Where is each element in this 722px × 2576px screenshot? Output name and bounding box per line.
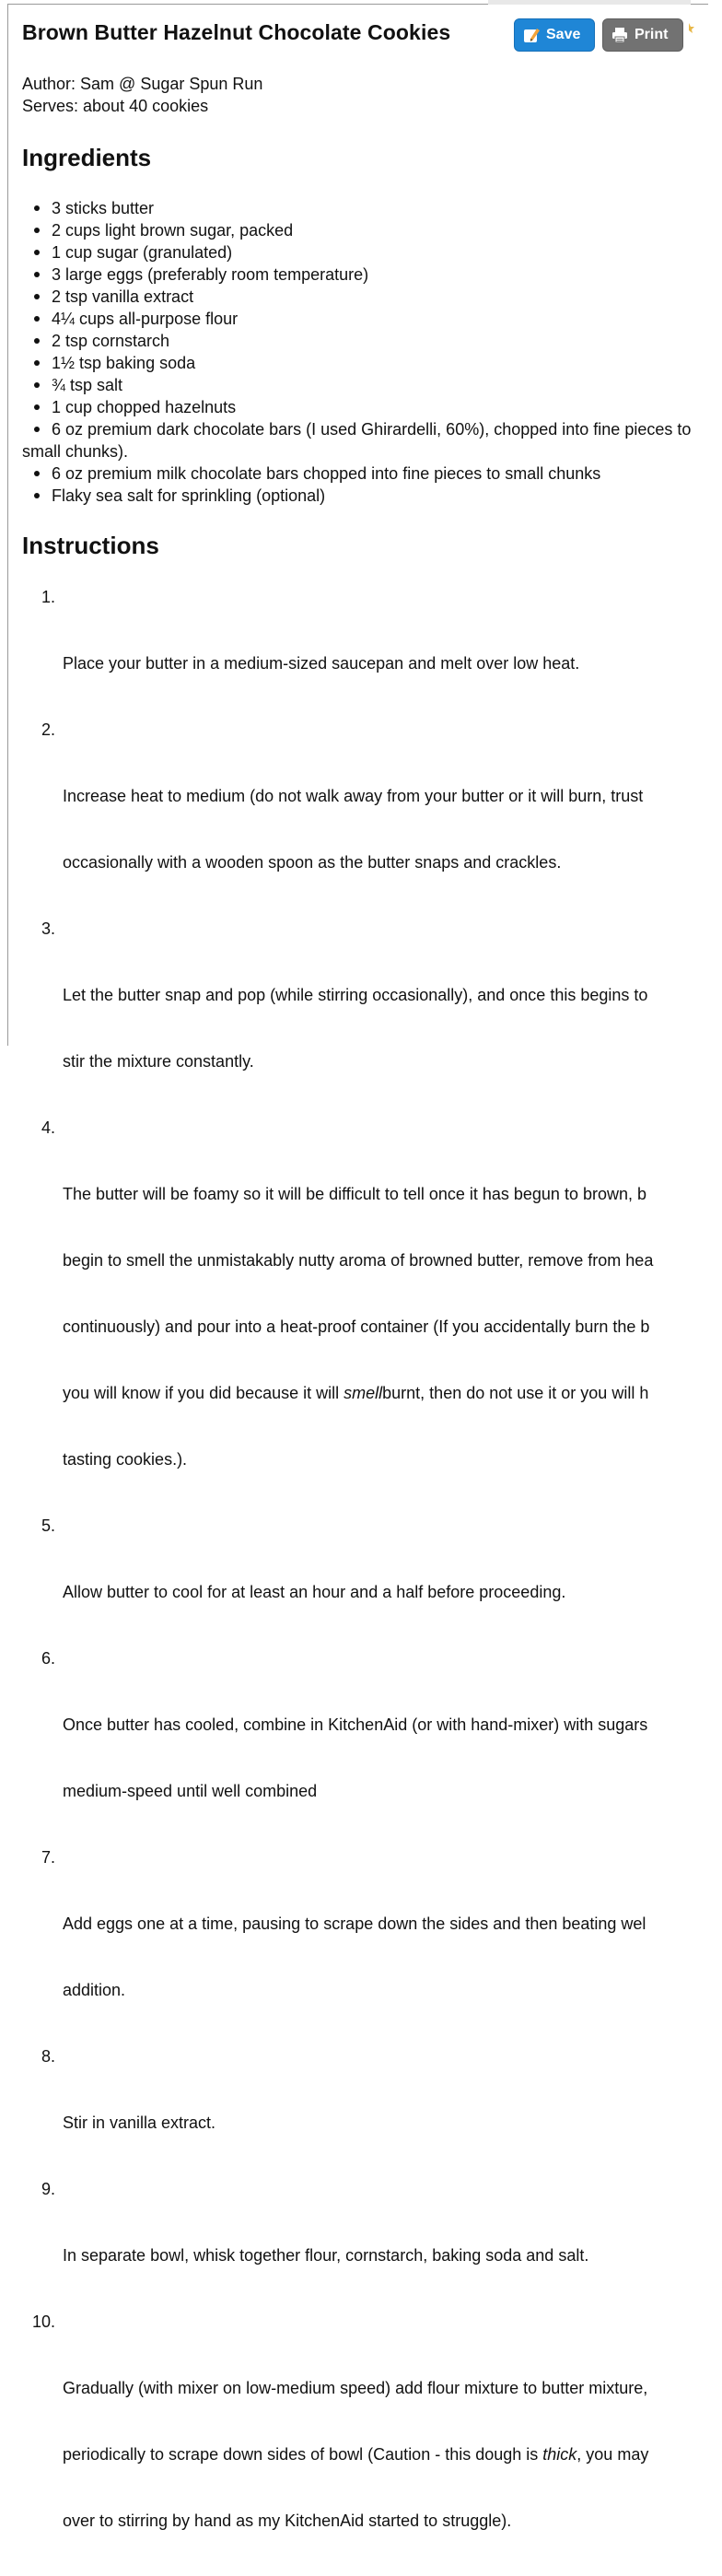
step-line: The butter will be foamy so it will be difficult to tell once it has begun to brown, b xyxy=(63,1185,646,1203)
step-line: Let the butter snap and pop (while stirring occasionally), and once this begins to xyxy=(63,986,648,1004)
author-line: Author: Sam @ Sugar Spun Run xyxy=(22,75,263,93)
ingredient-item: 3 large eggs (preferably room temperature) xyxy=(22,263,694,286)
ingredient-item: 6 oz premium milk chocolate bars chopped into fine pieces to small chunks xyxy=(22,463,694,485)
step-line: Stir in vanilla extract. xyxy=(63,2113,216,2132)
serves-line: Serves: about 40 cookies xyxy=(22,97,209,115)
recipe-meta xyxy=(22,73,262,117)
instruction-step xyxy=(22,719,653,918)
step-number: 2. xyxy=(41,720,55,739)
step-line: medium-speed until well combined xyxy=(63,1782,318,1800)
step-line: begin to smell the unmistakably nutty aroma of browned butter, remove from hea xyxy=(63,1251,654,1270)
instructions-list xyxy=(22,586,653,2576)
save-button-label: Save xyxy=(546,27,581,42)
step-number: 10. xyxy=(31,2313,55,2331)
step-number: 4. xyxy=(41,1118,55,1137)
step-number: 6. xyxy=(41,1649,55,1668)
instruction-step xyxy=(22,1846,653,2045)
print-button[interactable] xyxy=(602,18,683,52)
ingredient-item: 3 sticks butter xyxy=(22,197,694,219)
step-line: Once butter has cooled, combine in KitchenAid (or with hand-mixer) with sugars xyxy=(63,1715,648,1734)
step-number: 5. xyxy=(41,1516,55,1535)
ingredient-item: 2 tsp vanilla extract xyxy=(22,286,694,308)
step-text: periodically to scrape down sides of bowl (Caution - this dough is xyxy=(63,2445,543,2464)
step-text: you will know if you did because it will xyxy=(63,1384,344,1402)
save-button[interactable] xyxy=(514,18,595,52)
step-number: 1. xyxy=(41,588,55,606)
step-line: Gradually (with mixer on low-medium speed) add flour mixture to butter mixture, xyxy=(63,2379,648,2397)
ingredient-item: 4¼ cups all-purpose flour xyxy=(22,308,694,330)
step-line: stir the mixture constantly. xyxy=(63,1052,254,1071)
step-line: Place your butter in a medium-sized saucepan and melt over low heat. xyxy=(63,654,580,673)
instructions-heading: Instructions xyxy=(22,532,159,559)
instruction-step xyxy=(22,2178,653,2311)
step-line: Add eggs one at a time, pausing to scrape down the sides and then beating wel xyxy=(63,1914,646,1933)
ingredient-item: 2 tsp cornstarch xyxy=(22,330,694,352)
ingredients-heading: Ingredients xyxy=(22,144,152,171)
step-text: , you may xyxy=(576,2445,649,2464)
print-button-label: Print xyxy=(635,27,669,42)
ingredient-item: 2 cups light brown sugar, packed xyxy=(22,219,694,241)
save-pin-icon xyxy=(522,26,541,44)
instruction-step xyxy=(22,2045,653,2178)
instruction-step xyxy=(22,1515,653,1647)
instruction-step xyxy=(22,1117,653,1515)
recipe-title: Brown Butter Hazelnut Chocolate Cookies xyxy=(22,20,451,44)
edge-star-icon xyxy=(686,22,695,33)
instruction-step xyxy=(22,1647,653,1846)
top-edge-shade xyxy=(488,0,691,5)
step-line: occasionally with a wooden spoon as the butter snaps and crackles. xyxy=(63,853,562,872)
step-text: burnt, then do not use it or you will h xyxy=(382,1384,649,1402)
ingredient-item: 1 cup sugar (granulated) xyxy=(22,241,694,263)
ingredients-list xyxy=(22,197,694,507)
step-emphasis: thick xyxy=(542,2445,577,2464)
step-line: tasting cookies.). xyxy=(63,1450,188,1469)
printer-icon xyxy=(611,26,629,44)
step-line: continuously) and pour into a heat-proof container (If you accidentally burn the b xyxy=(63,1317,650,1336)
step-number: 9. xyxy=(41,2180,55,2198)
step-line xyxy=(63,2443,653,2465)
ingredient-item: ¾ tsp salt xyxy=(22,374,694,396)
step-line: Allow butter to cool for at least an hour and a half before proceeding. xyxy=(63,1583,566,1601)
step-line xyxy=(63,1382,653,1404)
step-emphasis: smell xyxy=(344,1384,383,1402)
step-number: 7. xyxy=(41,1848,55,1867)
instruction-step xyxy=(22,918,653,1117)
step-line: In separate bowl, whisk together flour, cornstarch, baking soda and salt. xyxy=(63,2246,589,2265)
ingredient-item: 1 cup chopped hazelnuts xyxy=(22,396,694,418)
step-number: 3. xyxy=(41,919,55,938)
instruction-step xyxy=(22,586,653,719)
ingredient-item: Flaky sea salt for sprinkling (optional) xyxy=(22,485,694,507)
ingredient-item: 1½ tsp baking soda xyxy=(22,352,694,374)
instruction-step xyxy=(22,2311,653,2576)
step-line: Increase heat to medium (do not walk away from your butter or it will burn, trust xyxy=(63,787,644,805)
step-number: 8. xyxy=(41,2047,55,2066)
step-line: over to stirring by hand as my KitchenAid started to struggle). xyxy=(63,2512,512,2530)
step-line: addition. xyxy=(63,1981,126,1999)
ingredient-item: 6 oz premium dark chocolate bars (I used Ghirardelli, 60%), chopped into fine pieces to small chunks). xyxy=(22,418,694,463)
